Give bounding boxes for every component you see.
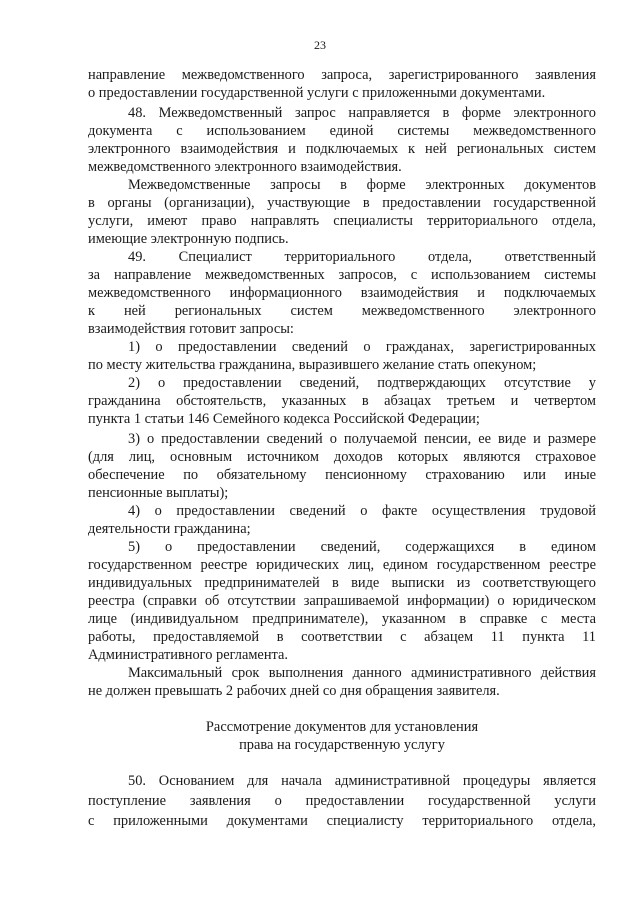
text-line: 3) о предоставлении сведений о получаемой пенсии, ее виде и размере (128, 431, 596, 447)
text-line: по месту жительства гражданина, выразившего желание стать опекуном; (88, 357, 537, 373)
text-line: документа с использованием единой системы межведомственного (88, 123, 596, 139)
text-line: в органы (организации), участвующие в предоставлении государственной (88, 195, 596, 211)
text-line: к ней региональных систем межведомственного электронного (88, 303, 596, 319)
text-line: о предоставлении государственной услуги с приложенными документами. (88, 85, 546, 101)
text-line: деятельности гражданина; (88, 521, 251, 537)
text-line: 48. Межведомственный запрос направляется в форме электронного (128, 105, 596, 121)
text-line: работы, предоставляемой в соответствии с абзацем 11 пункта 11 (88, 629, 596, 645)
text-line: 49. Специалист территориального отдела, ответственный (128, 249, 596, 265)
text-line: гражданина обстоятельств, указанных в абзацах третьем и четвертом (88, 393, 596, 409)
text-line: индивидуальных предпринимателей в виде выписки из соответствующего (88, 575, 596, 591)
text-line: реестра (справки об отсутствии запрашиваемой информации) о юридическом (88, 593, 596, 609)
text-line: Межведомственные запросы в форме электронных документов (128, 177, 596, 193)
text-line: взаимодействия готовит запросы: (88, 321, 294, 337)
text-line: межведомственного информационного взаимодействия и подключаемых (88, 285, 596, 301)
text-line: 2) о предоставлении сведений, подтверждающих отсутствие у (128, 375, 596, 391)
text-line: имеющие электронную подпись. (88, 231, 289, 247)
text-line: 50. Основанием для начала административной процедуры является (128, 773, 596, 789)
text-line: 4) о предоставлении сведений о факте осуществления трудовой (128, 503, 596, 519)
text-line: с приложенными документами специалисту территориального отдела, (88, 813, 596, 829)
text-line: 1) о предоставлении сведений о гражданах, зарегистрированных (128, 339, 596, 355)
text-line: услуги, имеют право направлять специалисты территориального отдела, (88, 213, 596, 229)
text-line: пункта 1 статьи 146 Семейного кодекса Российской Федерации; (88, 411, 480, 427)
text-line: государственном реестре юридических лиц, едином государственном реестре (88, 557, 596, 573)
text-line: поступление заявления о предоставлении государственной услуги (88, 793, 596, 809)
text-line: не должен превышать 2 рабочих дней со дня обращения заявителя. (88, 683, 500, 699)
text-line: пенсионные выплаты); (88, 485, 229, 501)
section-heading: права на государственную услугу (239, 737, 445, 753)
text-line: лице (индивидуальном предпринимателе), указанном в справке с места (88, 611, 596, 627)
text-line: межведомственного электронного взаимодействия. (88, 159, 402, 175)
text-line: 5) о предоставлении сведений, содержащихся в едином (128, 539, 596, 555)
text-line: обеспечение по обязательному пенсионному страхованию или иные (88, 467, 596, 483)
text-line: (для лиц, основным источником доходов которых являются страховое (88, 449, 596, 465)
text-line: направление межведомственного запроса, зарегистрированного заявления (88, 67, 596, 83)
section-heading: Рассмотрение документов для установления (205, 719, 479, 735)
text-line: электронного взаимодействия и подключаемых к ней региональных систем (88, 141, 596, 157)
page-number: 23 (314, 38, 326, 52)
text-line: за направление межведомственных запросов, с использованием системы (88, 267, 596, 283)
text-line: Максимальный срок выполнения данного административного действия (128, 665, 596, 681)
text-line: Административного регламента. (88, 647, 288, 663)
